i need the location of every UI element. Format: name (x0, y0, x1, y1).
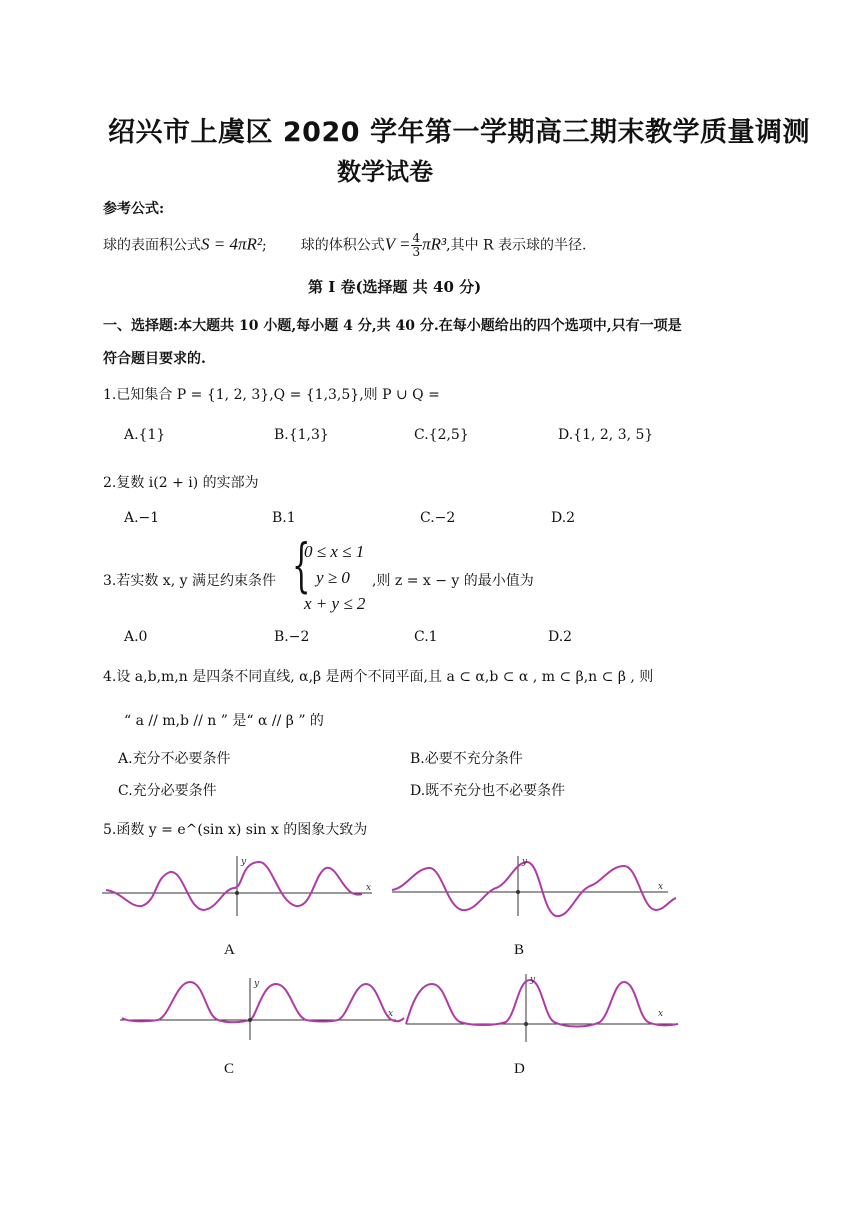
q1-option-d: D.{1, 2, 3, 5} (558, 427, 654, 443)
sphere-volume-label: 球的体积公式 (300, 237, 385, 254)
graph-a-caption: A (224, 942, 235, 958)
sphere-volume-note: ,其中 R 表示球的半径. (446, 237, 587, 254)
graph-d-x-label: x (658, 1009, 664, 1019)
q3-stem-prefix: 3.若实数 x, y 满足约束条件 (103, 573, 276, 589)
graph-a (100, 852, 382, 916)
graph-c-x-label: x (388, 1009, 394, 1019)
q4-option-c: C.充分必要条件 (118, 783, 217, 799)
q4-stem-line1: 4.设 a,b,m,n 是四条不同直线, α,β 是两个不同平面,且 a ⊂ α,b ⊂ α , m ⊂ β,n ⊂ β , 则 (103, 669, 654, 685)
graph-d-curve (406, 980, 678, 1027)
graph-a-x-label: x (366, 883, 372, 893)
section-heading-line2: 符合题目要求的. (103, 351, 206, 367)
graph-c-caption: C (224, 1061, 235, 1077)
graph-d-caption: D (514, 1061, 525, 1077)
q3-option-a: A.0 (124, 629, 148, 645)
formula-sep: ; (261, 237, 267, 254)
q2-option-b: B.1 (272, 510, 296, 526)
graph-c (116, 972, 406, 1042)
formula-line (103, 232, 587, 259)
graph-b-x-label: x (658, 882, 664, 892)
formula-header: 参考公式: (103, 201, 165, 217)
q1-option-b: B.{1,3} (274, 427, 329, 443)
graph-d-origin (524, 1022, 528, 1026)
page-subtitle: 数学试卷 (337, 158, 433, 186)
part-title: 第 I 卷(选择题 共 40 分) (308, 278, 482, 296)
q3-constraint-1: 0 ≤ x ≤ 1 (304, 542, 365, 561)
q1-option-a: A.{1} (124, 427, 166, 443)
graph-a-curve (106, 862, 362, 910)
graph-b-caption: B (514, 942, 525, 958)
sphere-volume-lhs: V = (384, 234, 411, 254)
q4-option-a: A.充分不必要条件 (118, 751, 231, 767)
graph-b (390, 852, 680, 922)
q4-stem-line2: “ a // m,b // n ” 是“ α // β ” 的 (124, 713, 324, 729)
q1-stem: 1.已知集合 P = {1, 2, 3},Q = {1,3,5},则 P ∪ Q = (103, 387, 440, 403)
q3-option-c: C.1 (414, 629, 438, 645)
q2-option-a: A.−1 (124, 510, 160, 526)
q3-constraint-2: y ≥ 0 (316, 568, 350, 587)
graph-d (402, 970, 684, 1046)
graph-b-origin (516, 890, 520, 894)
q3-constraint-3: x + y ≤ 2 (304, 594, 366, 613)
sphere-area-label: 球的表面积公式 (103, 237, 201, 254)
page-title: 绍兴市上虞区 2020 学年第一学期高三期末教学质量调测 (108, 117, 810, 148)
fraction-denominator: 3 (412, 245, 421, 259)
graph-c-origin (248, 1018, 252, 1022)
fraction-numerator: 4 (412, 231, 421, 245)
graph-c-curve (122, 982, 404, 1022)
q3-stem-suffix: ,则 z = x − y 的最小值为 (372, 573, 534, 589)
graph-d-y-label: y (530, 975, 536, 985)
graph-a-origin (235, 891, 239, 895)
q2-stem: 2.复数 i(2 + i) 的实部为 (103, 475, 259, 491)
graph-a-y-label: y (241, 857, 247, 867)
q4-option-d: D.既不充分也不必要条件 (410, 783, 566, 799)
graph-b-curve (392, 862, 676, 916)
q3-option-d: D.2 (548, 629, 573, 645)
q4-option-b: B.必要不充分条件 (410, 751, 523, 767)
constraint-brace: { (292, 531, 311, 599)
q2-option-d: D.2 (551, 510, 576, 526)
sphere-area-expr: S = 4πR² (201, 234, 262, 254)
q5-stem: 5.函数 y = e^(sin x) sin x 的图象大致为 (103, 822, 368, 838)
section-heading-line1: 一、选择题:本大题共 10 小题,每小题 4 分,共 40 分.在每小题给出的四个选项中,只有一项是 (103, 318, 682, 334)
graph-b-y-label: y (522, 857, 528, 867)
q1-option-c: C.{2,5} (414, 427, 469, 443)
q2-option-c: C.−2 (420, 510, 456, 526)
graph-c-y-label: y (254, 979, 260, 989)
q3-option-b: B.−2 (274, 629, 310, 645)
sphere-volume-rest: πR³ (422, 234, 447, 254)
sphere-volume-fraction (411, 232, 423, 259)
